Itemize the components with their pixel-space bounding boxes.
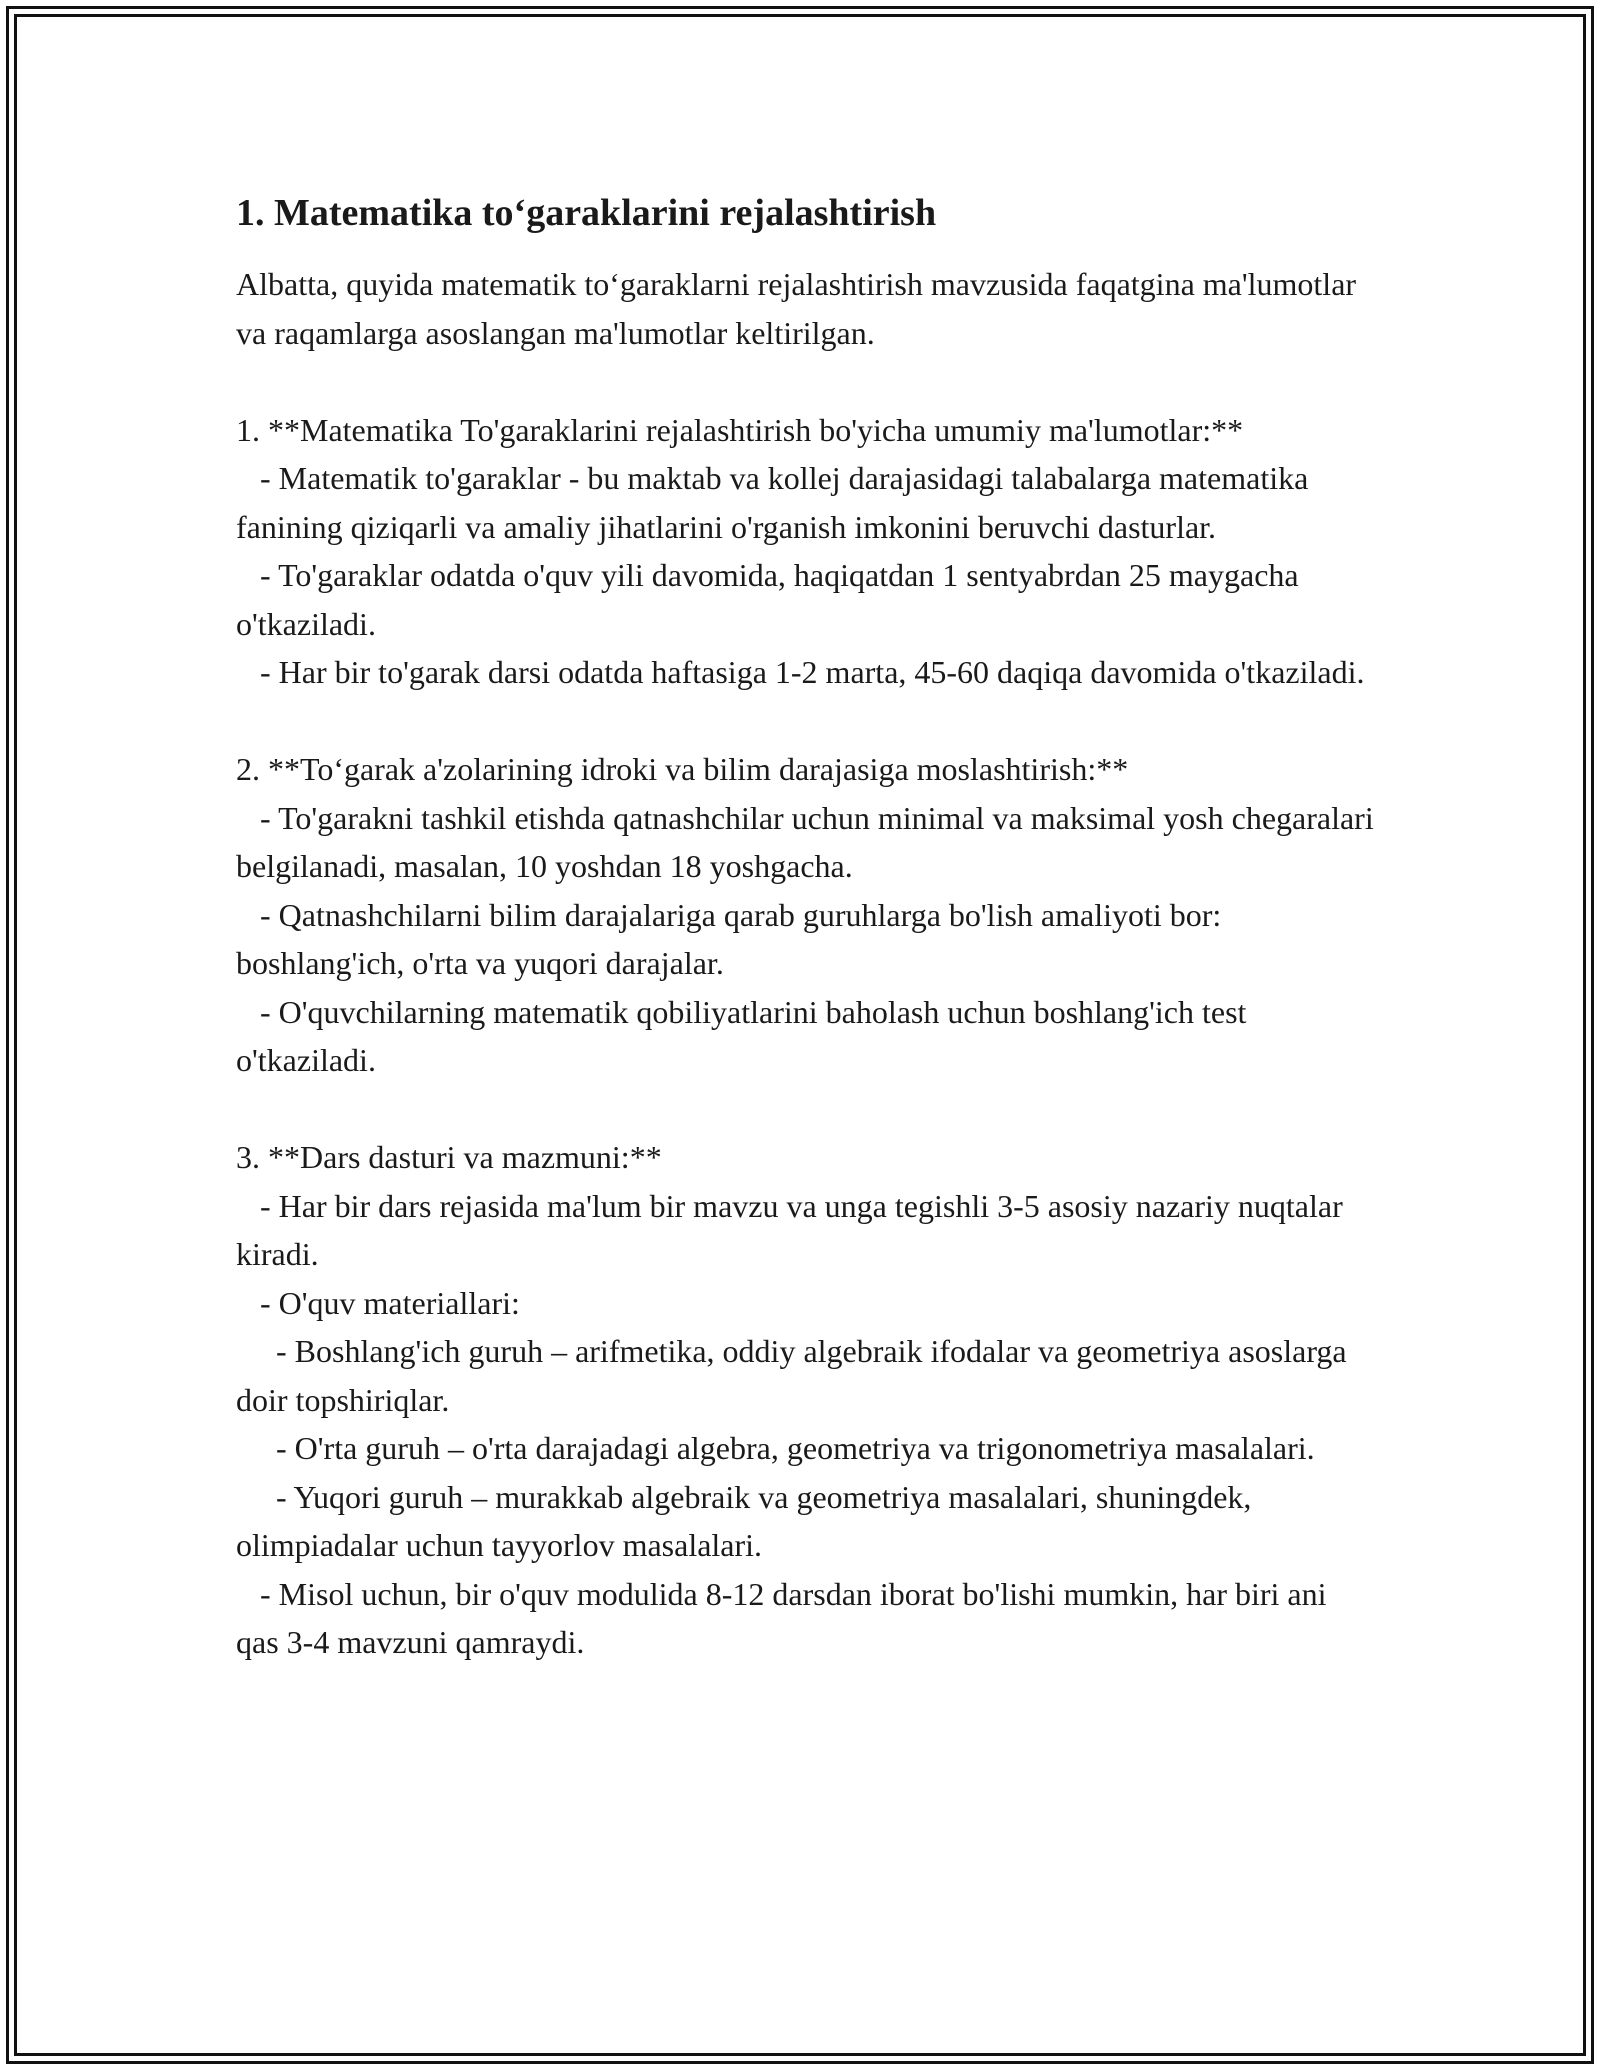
intro-paragraph: Albatta, quyida matematik to‘garaklarni rejalashtirish mavzusida faqatgina ma'lumotlar va raqamlarga asoslangan ma'lumotlar keltirilgan. (236, 266, 1365, 351)
section-heading: 1. Matematika to‘garaklarini rejalashtirish (236, 192, 937, 234)
paragraph-spacer (236, 697, 1376, 746)
section-3-subitem: - O'rta guruh – o'rta darajadagi algebra, geometriya va trigonometriya masalalari. (236, 1430, 1315, 1466)
document-body (236, 186, 1382, 1667)
section-2-title: 2. **To‘garak a'zolarining idroki va bilim darajasiga moslashtirish:** (236, 751, 1129, 787)
section-3-item: - O'quv materiallari: (236, 1284, 520, 1321)
section-3-subitem: - Boshlang'ich guruh – arifmetika, oddiy algebraik ifodalar va geometriya asoslarga doir topshiriqlar. (236, 1333, 1355, 1418)
section-3-title: 3. **Dars dasturi va mazmuni:** (236, 1139, 662, 1175)
section-1-item: - To'garaklar odatda o'quv yili davomida, haqiqatdan 1 sentyabrdan 25 maygacha o'tkaziladi. (236, 557, 1307, 642)
section-1-item: - Matematik to'garaklar - bu maktab va kollej darajasidagi talabalarga matematika fanining qiziqarli va amaliy jihatlarini o'rganish imkonini beruvchi dasturlar. (236, 460, 1317, 545)
section-2-item: - O'quvchilarning matematik qobiliyatlarini baholash uchun boshlang'ich test o'tkaziladi. (236, 993, 1255, 1078)
paragraph-spacer (236, 1085, 1376, 1134)
section-2-item: - To'garakni tashkil etishda qatnashchilar uchun minimal va maksimal yosh chegaralari belgilanadi, masalan, 10 yoshdan 18 yoshgacha. (236, 799, 1382, 884)
section-2-item: - Qatnashchilarni bilim darajalariga qarab guruhlarga bo'lish amaliyoti bor: boshlang'ich, o'rta va yuqori darajalar. (236, 896, 1230, 981)
section-1-item: - Har bir to'garak darsi odatda haftasiga 1-2 marta, 45-60 daqiqa davomida o'tkaziladi. (236, 654, 1365, 690)
section-3-item: - Misol uchun, bir o'quv modulida 8-12 darsdan iborat bo'lishi mumkin, har biri ani qas 3-4 mavzuni qamraydi. (236, 1575, 1335, 1660)
section-3-item: - Har bir dars rejasida ma'lum bir mavzu va unga tegishli 3-5 asosiy nazariy nuqtalar kiradi. (236, 1187, 1351, 1272)
paragraph-spacer (236, 357, 1376, 406)
section-3-subitem: - Yuqori guruh – murakkab algebraik va geometriya masalalari, shuningdek, olimpiadalar uchun tayyorlov masalalari. (236, 1478, 1260, 1563)
section-1-title: 1. **Matematika To'garaklarini rejalashtirish bo'yicha umumiy ma'lumotlar:** (236, 411, 1244, 448)
